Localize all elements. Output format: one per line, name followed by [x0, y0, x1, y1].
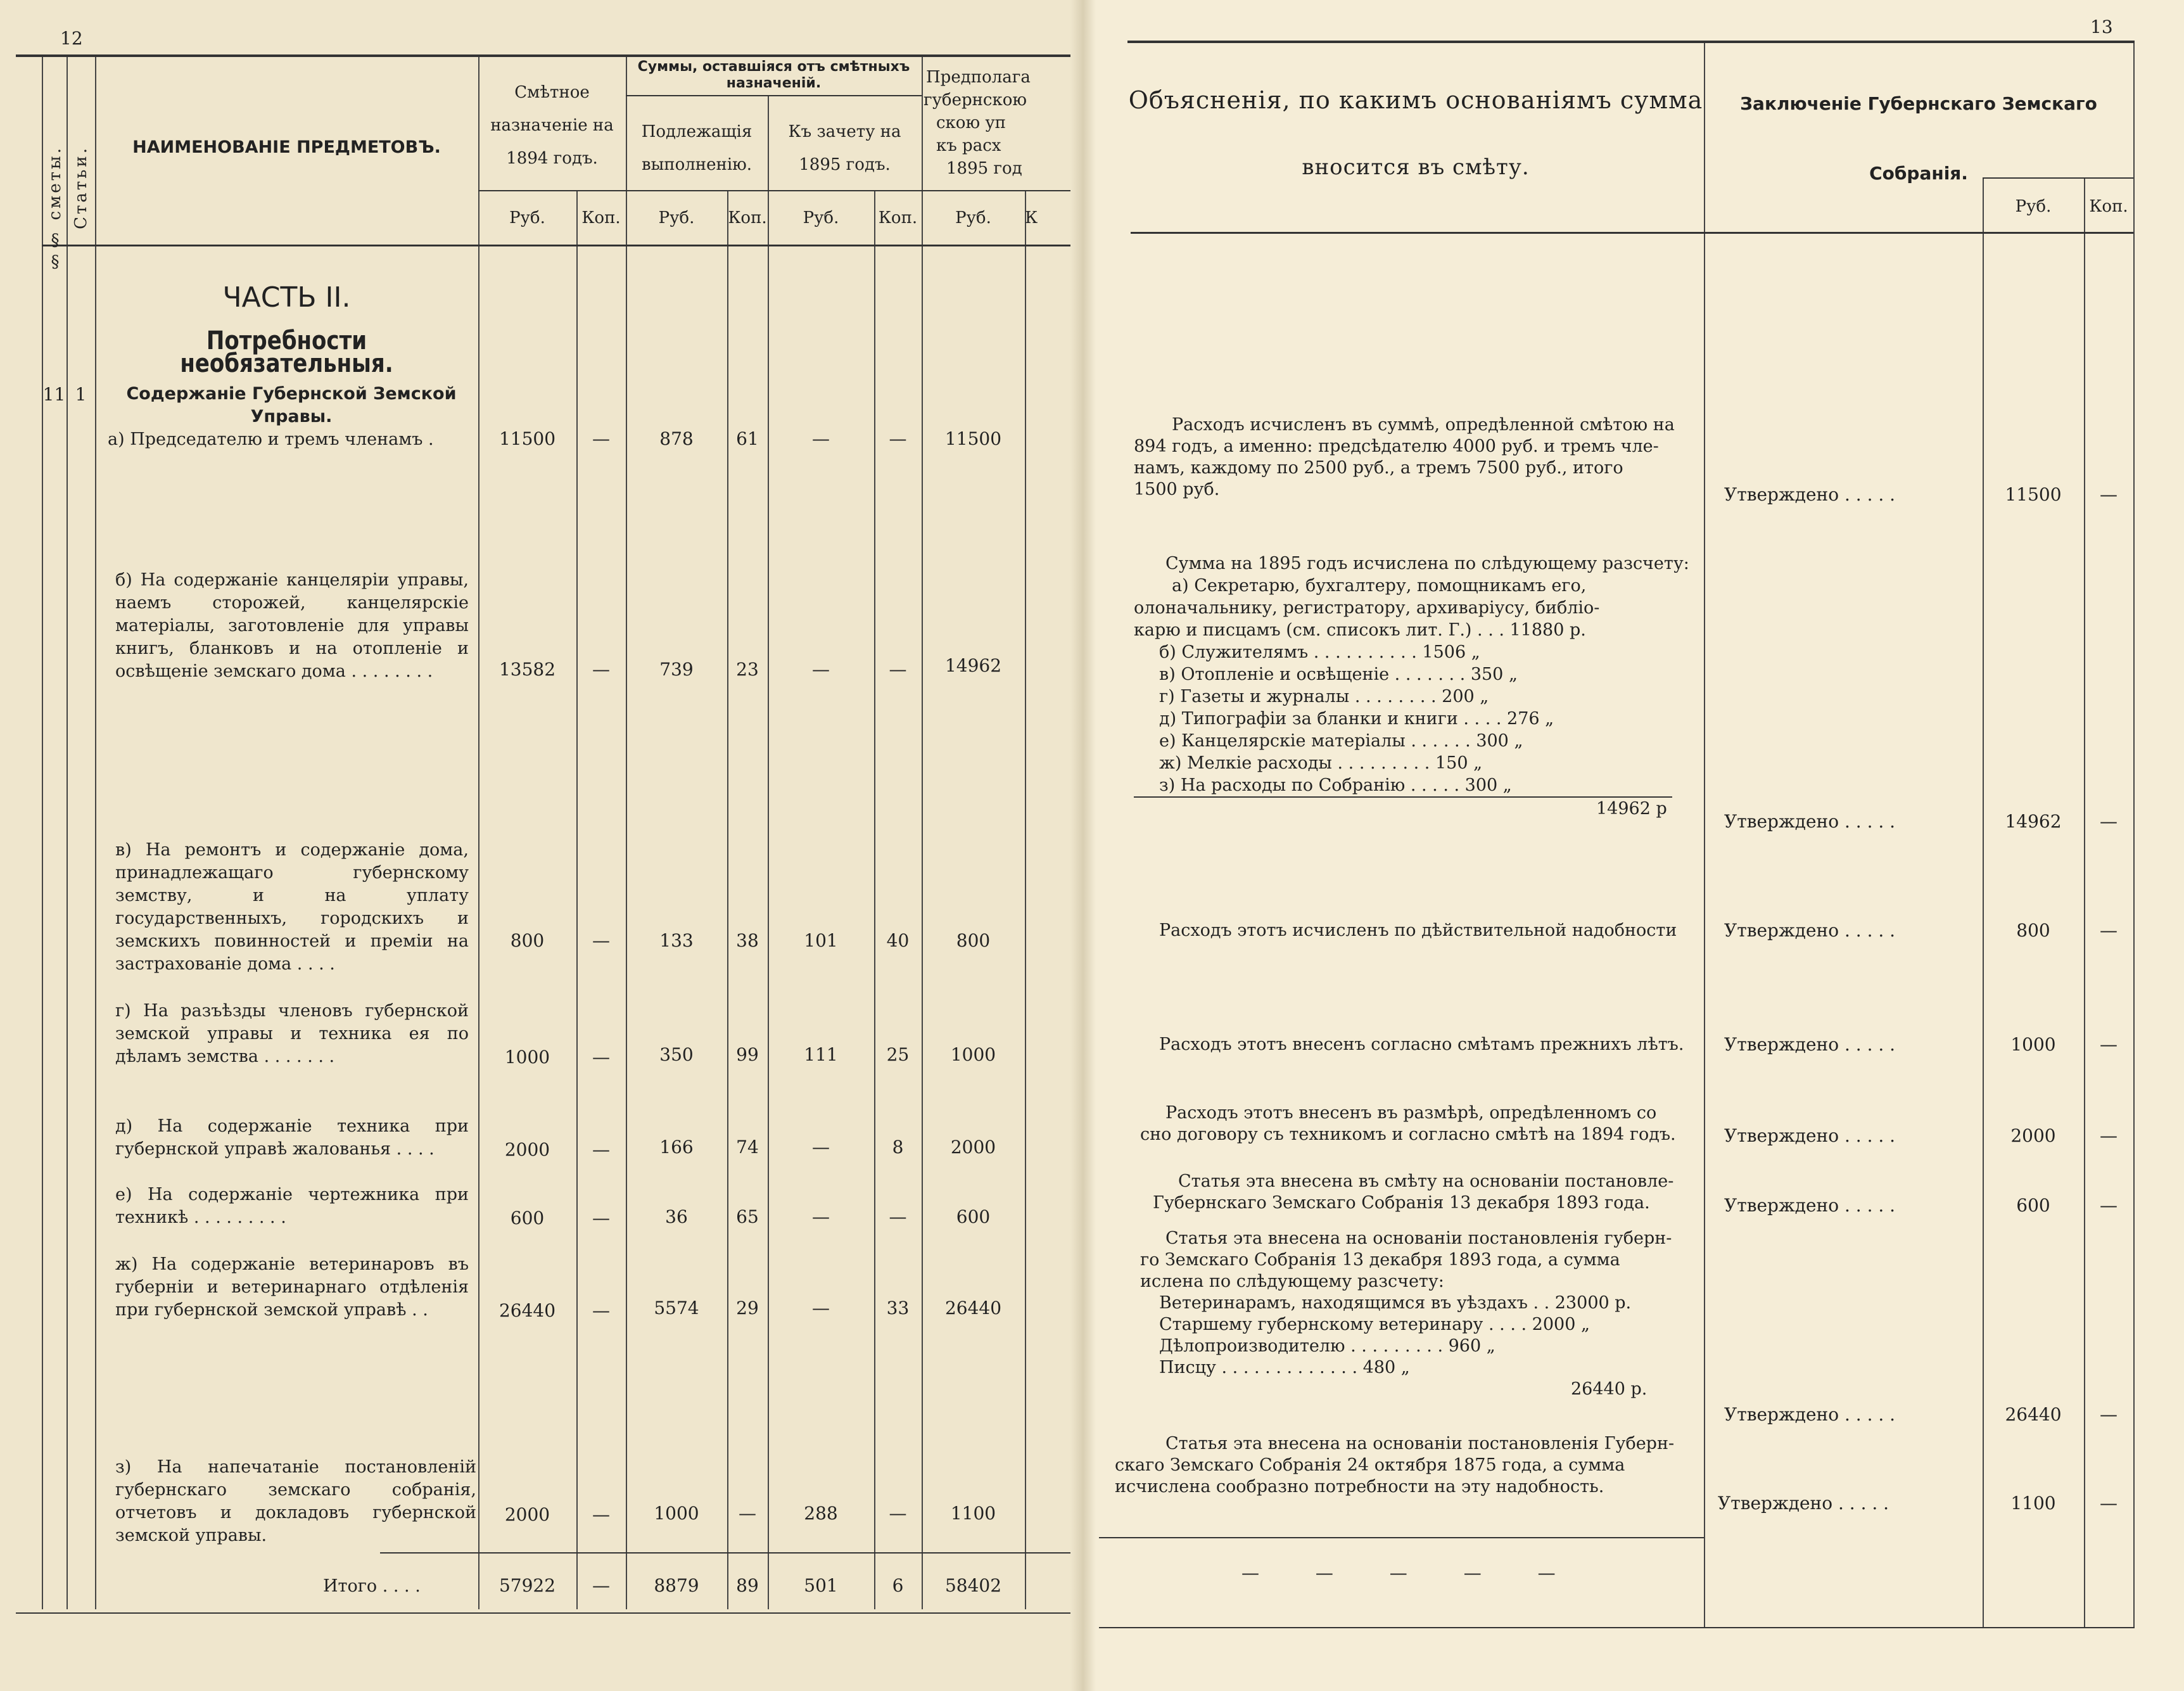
podl-rub: 739 [659, 659, 694, 680]
col-divider [576, 190, 578, 1609]
total-smet-rub: 57922 [498, 1575, 556, 1596]
podl-rub: 1000 [654, 1503, 699, 1524]
col-divider [727, 190, 728, 1609]
col-header-smety: §§ сметы. [46, 146, 65, 271]
podl-kop: 99 [736, 1044, 759, 1065]
zach-rub: 111 [804, 1044, 838, 1065]
expl-text-z: Статья эта внесена на основаніи постановленія Губерн- скаго Земскаго Собранія 24 октября 1875 года, а сумма исчислена сообразно потребности на эту надобность. [1115, 1434, 1675, 1496]
article-number: 1 [75, 384, 87, 405]
podl-kop: 29 [736, 1298, 759, 1318]
pred-rub: 1000 [950, 1044, 996, 1065]
top-rule-right [1127, 41, 2135, 43]
rub-header: Руб. [509, 208, 545, 227]
verdict: Утверждено . . . . . [1724, 920, 1896, 941]
total-pred-rub: 58402 [944, 1575, 1002, 1596]
concl-kop: — [2100, 1125, 2117, 1146]
podl-rub: 166 [659, 1137, 694, 1158]
expl-header-2: вносится въ смѣту. [1302, 155, 1530, 180]
rub-header: Руб. [2015, 197, 2052, 216]
col-header-zach-1: Къ зачету на [788, 122, 901, 141]
smet-rub: 11500 [498, 428, 556, 449]
podl-rub: 133 [659, 930, 694, 951]
smet-kop: — [592, 930, 610, 951]
total-zach-kop: 6 [892, 1575, 904, 1596]
rub-header: Руб. [803, 208, 839, 227]
col-header-pred-5: 1895 год [946, 159, 1022, 178]
expl-text-b: Сумма на 1895 годъ исчислена по слѣдующему разсчету: а) Секретарю, бухгалтеру, помощникамъ его, олоначальнику, регистратору, архиваріусу, библіо- карю и писцамъ (см. списокъ лит. Г.) . . . 11880 р. б) Служителямъ . . . . . . . . . . 1506 „ в) Отопленіе и освѣщеніе . . . . . . . 350 „ г) Газеты и журналы . . . . . . . . 200 „ д) Типографіи за бланки и книги . . . . 276 „ е) Канцелярскіе матеріалы . . . . . . 300 „ ж) Мелкіе расходы . . . . . . . . . 150 „ з) На расходы по Собранію . . . . . 300 „ 14962 р [1134, 554, 1689, 819]
smet-rub: 2000 [504, 1504, 550, 1525]
concl-kop: — [2100, 1034, 2117, 1055]
podl-kop: 38 [736, 930, 759, 951]
smet-kop: — [592, 1047, 610, 1068]
zach-kop: 8 [892, 1137, 904, 1158]
podl-rub: 5574 [654, 1298, 699, 1318]
total-podl-rub: 8879 [654, 1575, 699, 1596]
item-text: а) Председателю и тремъ членамъ . [108, 430, 434, 449]
bottom-rule-right [1099, 1627, 2135, 1628]
col-divider [768, 95, 769, 1609]
total-label: Итого . . . . [323, 1576, 421, 1596]
total-zach-rub: 501 [804, 1575, 838, 1596]
header-bottom-rule [42, 245, 1070, 246]
kop-header: Коп. [581, 208, 621, 227]
concl-kop: — [2100, 811, 2117, 832]
verdict: Утверждено . . . . . [1724, 1195, 1896, 1216]
col-divider [2133, 43, 2135, 1627]
expl-text-zh: Статья эта внесена на основаніи постановленія губерн- го Земскаго Собранія 13 декабря 1893 года, а сумма ислена по слѣдующему разсчету: Ветеринарамъ, находящимся въ уѣздахъ . . 23000 р. Старшему губернскому ветеринару . . . . 2000 „ Дѣлопроизводителю . . . . . . . . . 960 „ Писцу . . . . . . . . . . . . . 480 „ 26440 р. [1140, 1228, 1672, 1399]
col-divider [922, 57, 923, 1609]
page-number-left: 12 [60, 28, 83, 49]
item-text: г) На разъѣзды членовъ губернской земской управы и техника ея по дѣламъ земства . . . . . . . [115, 1001, 469, 1066]
smet-kop: — [592, 1139, 610, 1160]
col-header-name: НАИМЕНОВАНІЕ ПРЕДМЕТОВЪ. [132, 137, 441, 157]
col-divider [1025, 190, 1026, 1609]
item-text: б) На содержаніе канцеляріи управы, наемъ сторожей, канцелярскіе матеріалы, заготовленіе для управы книгъ, бланковъ и на отопленіе и освѣщеніе земскаго дома . . . . . . . . [115, 570, 469, 681]
col-header-remain-2: назначеній. [726, 75, 822, 91]
concl-kop: — [2100, 1404, 2117, 1425]
pred-rub: 14962 [944, 655, 1002, 676]
part-subtitle: Потребности необязательныя. [180, 326, 393, 378]
pred-rub: 2000 [950, 1137, 996, 1158]
col-header-smet-2: назначеніе на [490, 116, 614, 135]
item-text: д) На содержаніе техника при губернской управѣ жалованья . . . . [115, 1116, 469, 1159]
verdict: Утверждено . . . . . [1724, 1404, 1896, 1425]
col-header-pred-4: къ расх [936, 136, 1001, 155]
item-text: ж) На содержаніе ветеринаровъ въ губерніи и ветеринарнаго отдѣленія при губернской земской управѣ . . [115, 1254, 469, 1320]
concl-header-1: Заключеніе Губернскаго Земскаго [1740, 93, 2097, 114]
podl-kop: — [739, 1503, 756, 1524]
smet-kop: — [592, 1208, 610, 1228]
total-rule-right [1099, 1537, 1704, 1538]
item-text: в) На ремонтъ и содержаніе дома, принадлежащаго губернскому земству, и на уплату государственныхъ, городскихъ и земскихъ повинностей и преміи на застрахованіе дома . . . . [115, 840, 469, 974]
zach-kop: — [889, 1206, 907, 1227]
part-title: ЧАСТЬ II. [222, 281, 351, 314]
concl-rub: 2000 [2010, 1125, 2056, 1146]
pred-rub: 800 [956, 930, 991, 951]
col-header-podl-2: выполненію. [641, 155, 752, 174]
concl-rub: 800 [2016, 920, 2050, 941]
pred-rub: 1100 [950, 1503, 996, 1524]
section-title: Содержаніе Губернской Земской Управы. [126, 384, 457, 426]
zach-rub: — [812, 428, 830, 449]
kop-header: К [1025, 208, 1038, 227]
header-rule [478, 190, 1070, 191]
top-rule-left [16, 54, 1070, 57]
concl-rub: 600 [2016, 1195, 2050, 1216]
smet-rub: 2000 [504, 1139, 550, 1160]
verdict: Утверждено . . . . . [1724, 1034, 1896, 1055]
podl-kop: 23 [736, 659, 759, 680]
concl-rub: 11500 [2005, 484, 2062, 505]
pred-rub: 600 [956, 1206, 991, 1227]
verdict: Утверждено . . . . . [1724, 1125, 1896, 1146]
col-header-stati: Статьи. [72, 146, 91, 229]
col-header-remain-1: Суммы, оставшіяся отъ смѣтныхъ [637, 59, 910, 75]
smet-rub: 800 [510, 930, 545, 951]
zach-kop: — [889, 1503, 907, 1524]
kop-header: Коп. [2089, 197, 2128, 216]
zach-rub: 101 [804, 930, 838, 951]
zach-rub: — [812, 1298, 830, 1318]
concl-rub: 1000 [2010, 1034, 2056, 1055]
rub-header: Руб. [658, 208, 695, 227]
zach-kop: 33 [886, 1298, 910, 1318]
header-bottom-rule [1131, 232, 2133, 234]
smet-rub: 13582 [498, 659, 556, 680]
item-text: е) На содержаніе чертежника при техникѣ . . . . . . . . . [115, 1185, 469, 1227]
podl-kop: 74 [736, 1137, 759, 1158]
smet-kop: — [592, 1300, 610, 1321]
col-divider [478, 57, 479, 1609]
verdict: Утверждено . . . . . [1724, 484, 1896, 505]
expl-text-d: Расходъ этотъ внесенъ въ размѣрѣ, опредѣленномъ со сно договору съ техникомъ и согласно смѣтѣ на 1894 годъ. [1140, 1103, 1676, 1144]
col-header-podl-1: Подлежащія [641, 122, 752, 141]
col-header-zach-2: 1895 годъ. [799, 155, 891, 174]
col-header-pred-1: Предполага [926, 68, 1031, 87]
concl-rub: 1100 [2010, 1493, 2056, 1514]
total-smet-kop: — [592, 1575, 610, 1596]
col-divider [874, 190, 875, 1609]
verdict: Утверждено . . . . . [1724, 811, 1896, 832]
page-number-right: 13 [2090, 16, 2113, 37]
concl-header-2: Собранія. [1869, 163, 1968, 184]
col-divider [626, 57, 627, 1609]
kop-header: Коп. [728, 208, 767, 227]
bottom-rule-left [16, 1612, 1070, 1614]
col-divider [42, 57, 43, 1609]
zach-rub: 288 [804, 1503, 838, 1524]
col-header-smet-3: 1894 годъ. [506, 149, 598, 168]
zach-kop: 40 [886, 930, 910, 951]
total-dashes: — — — — — [1241, 1562, 1581, 1583]
concl-rub: 14962 [2005, 811, 2062, 832]
header-rule [626, 95, 922, 96]
smet-rub: 600 [510, 1208, 545, 1228]
zach-rub: — [812, 1137, 830, 1158]
podl-kop: 65 [736, 1206, 759, 1227]
col-divider [67, 57, 68, 1609]
concl-kop: — [2100, 920, 2117, 941]
total-rule [380, 1552, 1070, 1554]
smet-kop: — [592, 1504, 610, 1525]
col-divider [1704, 43, 1705, 1627]
expl-header-1: Объясненія, по какимъ основаніямъ сумма [1128, 86, 1703, 114]
podl-kop: 61 [736, 428, 759, 449]
concl-rub: 26440 [2005, 1404, 2062, 1425]
expl-text-g: Расходъ этотъ внесенъ согласно смѣтамъ прежнихъ лѣтъ. [1159, 1035, 1684, 1054]
pred-rub: 11500 [944, 428, 1002, 449]
podl-rub: 350 [659, 1044, 694, 1065]
pred-rub: 26440 [944, 1298, 1002, 1318]
col-header-smet-1: Смѣтное [514, 83, 590, 102]
zach-kop: 25 [886, 1044, 910, 1065]
zach-rub: — [812, 659, 830, 680]
col-header-pred-3: скою уп [936, 113, 1006, 132]
concl-kop: — [2100, 1493, 2117, 1514]
expl-text-v: Расходъ этотъ исчисленъ по дѣйствительной надобности [1159, 921, 1677, 940]
zach-rub: — [812, 1206, 830, 1227]
smet-kop: — [592, 428, 610, 449]
item-text: з) На напечатаніе постановленій губернскаго земскаго собранія, отчетовъ и докладовъ губернской земской управы. [115, 1457, 476, 1545]
concl-kop: — [2100, 484, 2117, 505]
podl-rub: 36 [665, 1206, 688, 1227]
smet-rub: 1000 [504, 1047, 550, 1068]
kop-header: Коп. [878, 208, 918, 227]
smet-kop: — [592, 659, 610, 680]
concl-kop: — [2100, 1195, 2117, 1216]
section-number: 11 [42, 384, 66, 405]
zach-kop: — [889, 428, 907, 449]
expl-text-a: Расходъ исчисленъ въ суммѣ, опредѣленной смѣтою на 894 годъ, а именно: предсѣдателю 4000 руб. и тремъ чле- намъ, каждому по 2500 руб., а тремъ 7500 руб., итого 1500 руб. [1134, 415, 1675, 499]
zach-kop: — [889, 659, 907, 680]
expl-text-e: Статья эта внесена въ смѣту на основаніи постановле- Губернскаго Земскаго Собранія 13 декабря 1893 года. [1153, 1171, 1674, 1213]
verdict: Утверждено . . . . . [1718, 1493, 1889, 1514]
podl-rub: 878 [659, 428, 694, 449]
total-podl-kop: 89 [736, 1575, 759, 1596]
col-header-pred-2: губернскою [924, 91, 1027, 110]
rub-header: Руб. [955, 208, 991, 227]
smet-rub: 26440 [498, 1300, 556, 1321]
book-gutter [1070, 0, 1096, 1691]
